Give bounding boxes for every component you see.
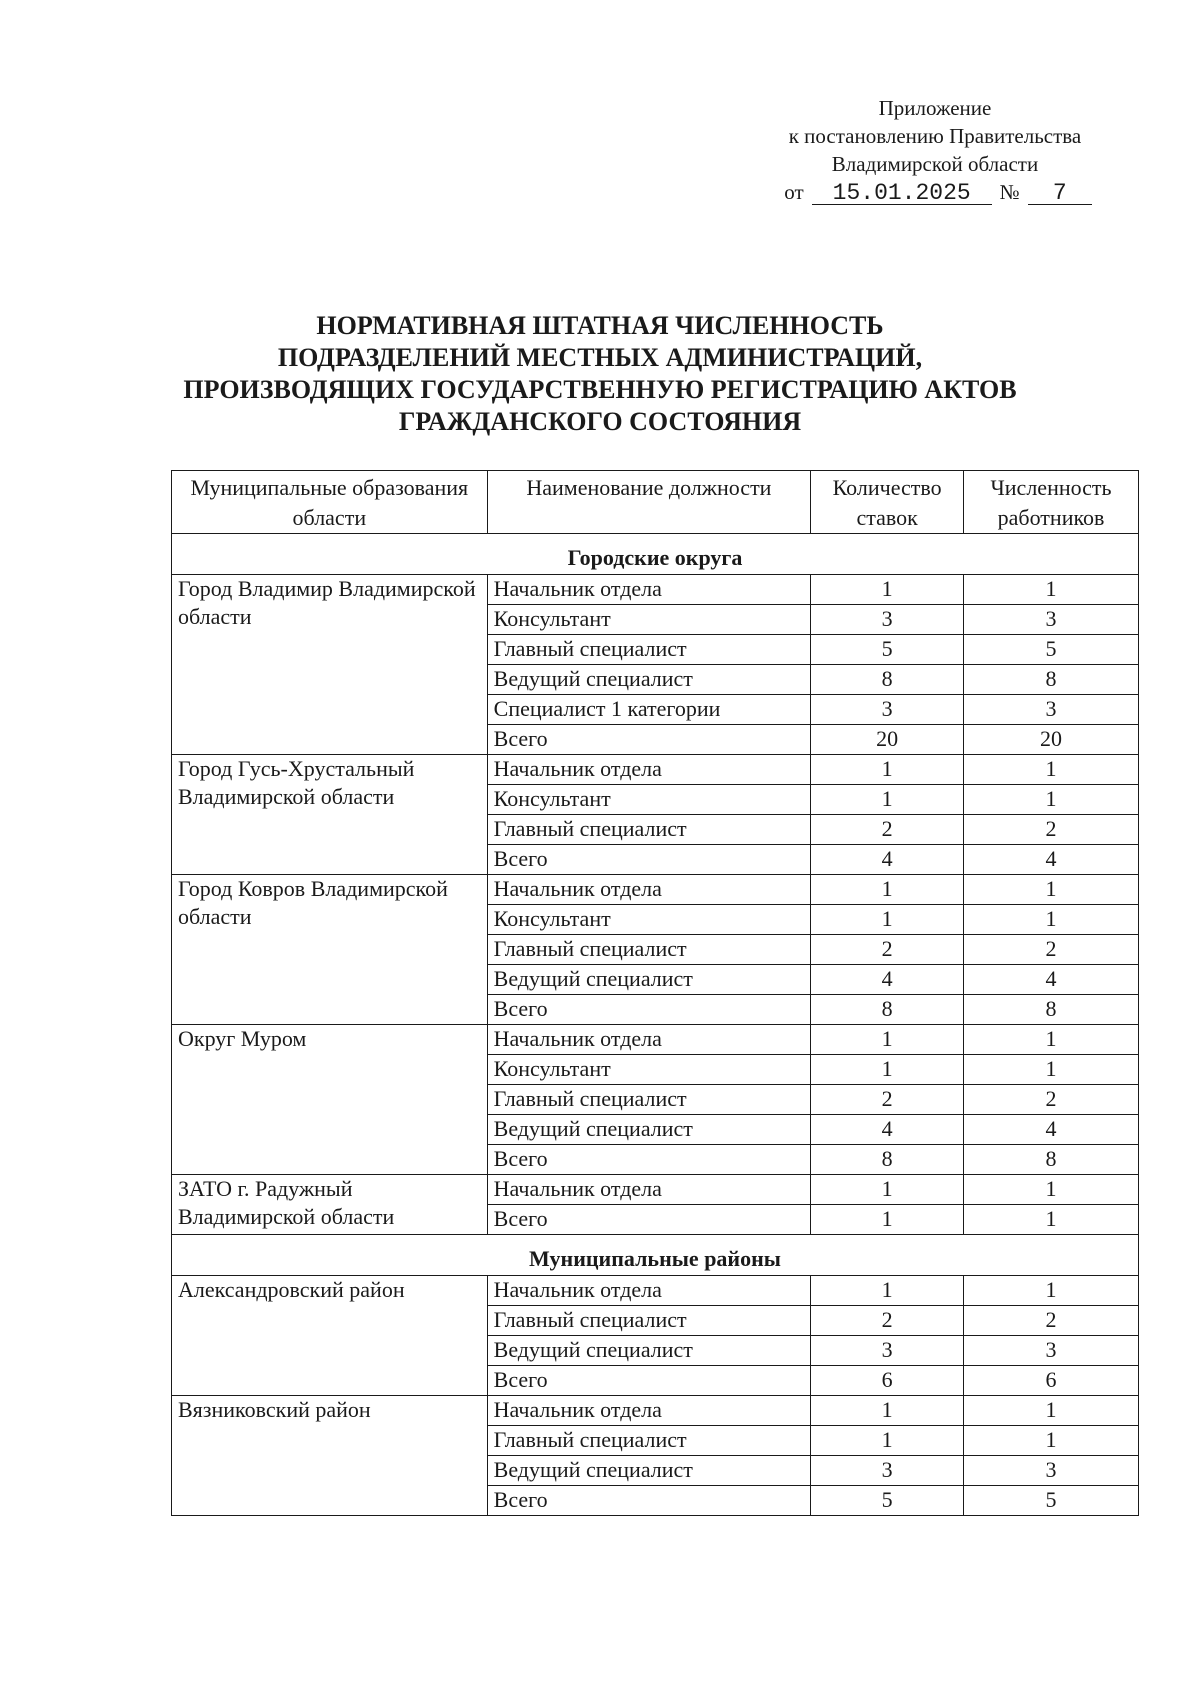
municipality-cell: Город Гусь-Хрустальный Владимирской области (172, 755, 488, 875)
employees-cell: 1 (964, 1175, 1139, 1205)
rates-cell: 8 (811, 665, 964, 695)
position-cell: Начальник отдела (487, 755, 811, 785)
table-row (172, 755, 1139, 785)
employees-cell: 6 (964, 1366, 1139, 1396)
position-cell: Всего (487, 725, 811, 755)
rates-cell: 1 (811, 1055, 964, 1085)
rates-cell: 2 (811, 1085, 964, 1115)
employees-cell: 1 (964, 755, 1139, 785)
rates-cell: 2 (811, 815, 964, 845)
section-row (172, 1235, 1139, 1276)
employees-cell: 2 (964, 1306, 1139, 1336)
rates-cell: 3 (811, 695, 964, 725)
rates-cell: 1 (811, 1426, 964, 1456)
employees-cell: 1 (964, 1055, 1139, 1085)
employees-cell: 1 (964, 905, 1139, 935)
position-cell: Всего (487, 1486, 811, 1516)
rates-cell: 5 (811, 1486, 964, 1516)
title-line: ПОДРАЗДЕЛЕНИЙ МЕСТНЫХ АДМИНИСТРАЦИЙ, (277, 343, 923, 372)
employees-cell: 5 (964, 635, 1139, 665)
column-header: Количество ставок (811, 471, 964, 534)
position-cell: Начальник отдела (487, 875, 811, 905)
rates-cell: 1 (811, 785, 964, 815)
rates-cell: 1 (811, 1025, 964, 1055)
employees-cell: 4 (964, 965, 1139, 995)
table-row (172, 1025, 1139, 1055)
table-row (172, 1396, 1139, 1426)
employees-cell: 1 (964, 875, 1139, 905)
municipality-cell: Город Ковров Владимирской области (172, 875, 488, 1025)
employees-cell: 4 (964, 845, 1139, 875)
table-row (172, 875, 1139, 905)
position-cell: Начальник отдела (487, 1276, 811, 1306)
title-line: НОРМАТИВНАЯ ШТАТНАЯ ЧИСЛЕННОСТЬ (316, 311, 884, 340)
rates-cell: 8 (811, 995, 964, 1025)
date-number-line (776, 178, 1100, 206)
position-cell: Всего (487, 845, 811, 875)
rates-cell: 1 (811, 1276, 964, 1306)
employees-cell: 20 (964, 725, 1139, 755)
rates-cell: 1 (811, 905, 964, 935)
column-header: Численность работников (964, 471, 1139, 534)
municipality-cell: Александровский район (172, 1276, 488, 1396)
position-cell: Специалист 1 категории (487, 695, 811, 725)
position-cell: Всего (487, 995, 811, 1025)
appendix-header (770, 94, 1100, 206)
employees-cell: 1 (964, 1276, 1139, 1306)
date-prefix: от (784, 180, 804, 204)
employees-cell: 4 (964, 1115, 1139, 1145)
position-cell: Главный специалист (487, 935, 811, 965)
rates-cell: 3 (811, 605, 964, 635)
rates-cell: 1 (811, 1396, 964, 1426)
municipality-cell: Округ Муром (172, 1025, 488, 1175)
rates-cell: 1 (811, 875, 964, 905)
employees-cell: 3 (964, 605, 1139, 635)
employees-cell: 8 (964, 1145, 1139, 1175)
position-cell: Начальник отдела (487, 1175, 811, 1205)
rates-cell: 20 (811, 725, 964, 755)
municipality-cell: ЗАТО г. Радужный Владимирской области (172, 1175, 488, 1235)
rates-cell: 3 (811, 1456, 964, 1486)
employees-cell: 3 (964, 695, 1139, 725)
employees-cell: 1 (964, 1396, 1139, 1426)
rates-cell: 8 (811, 1145, 964, 1175)
position-cell: Всего (487, 1145, 811, 1175)
employees-cell: 3 (964, 1456, 1139, 1486)
rates-cell: 3 (811, 1336, 964, 1366)
appendix-label: Приложение (878, 96, 992, 120)
position-cell: Ведущий специалист (487, 1456, 811, 1486)
position-cell: Консультант (487, 905, 811, 935)
position-cell: Главный специалист (487, 815, 811, 845)
resolution-reference: к постановлению Правительства (788, 124, 1082, 148)
table-header-row (172, 471, 1139, 534)
position-cell: Главный специалист (487, 1085, 811, 1115)
rates-cell: 4 (811, 965, 964, 995)
rates-cell: 2 (811, 1306, 964, 1336)
table-row (172, 1276, 1139, 1306)
position-cell: Ведущий специалист (487, 1336, 811, 1366)
section-title: Городские округа (172, 534, 1139, 575)
rates-cell: 4 (811, 1115, 964, 1145)
rates-cell: 1 (811, 575, 964, 605)
rates-cell: 4 (811, 845, 964, 875)
section-row (172, 534, 1139, 575)
column-header: Наименование должности (487, 471, 811, 534)
employees-cell: 1 (964, 1205, 1139, 1235)
position-cell: Начальник отдела (487, 1025, 811, 1055)
table-row (172, 1175, 1139, 1205)
title-line: ГРАЖДАНСКОГО СОСТОЯНИЯ (398, 407, 802, 436)
title-line: ПРОИЗВОДЯЩИХ ГОСУДАРСТВЕННУЮ РЕГИСТРАЦИЮ АКТОВ (183, 375, 1017, 404)
position-cell: Всего (487, 1205, 811, 1235)
table-row (172, 575, 1139, 605)
position-cell: Ведущий специалист (487, 665, 811, 695)
rates-cell: 6 (811, 1366, 964, 1396)
position-cell: Главный специалист (487, 1426, 811, 1456)
employees-cell: 2 (964, 935, 1139, 965)
rates-cell: 1 (811, 1205, 964, 1235)
position-cell: Ведущий специалист (487, 1115, 811, 1145)
employees-cell: 2 (964, 1085, 1139, 1115)
employees-cell: 8 (964, 995, 1139, 1025)
rates-cell: 1 (811, 1175, 964, 1205)
employees-cell: 1 (964, 1426, 1139, 1456)
rates-cell: 5 (811, 635, 964, 665)
region-name: Владимирской области (831, 152, 1039, 176)
table-body (172, 534, 1139, 1516)
employees-cell: 2 (964, 815, 1139, 845)
staffing-table (171, 470, 1139, 1516)
employees-cell: 5 (964, 1486, 1139, 1516)
position-cell: Начальник отдела (487, 575, 811, 605)
employees-cell: 8 (964, 665, 1139, 695)
resolution-date: 15.01.2025 (812, 182, 992, 205)
position-cell: Всего (487, 1366, 811, 1396)
municipality-cell: Вязниковский район (172, 1396, 488, 1516)
rates-cell: 1 (811, 755, 964, 785)
employees-cell: 1 (964, 1025, 1139, 1055)
position-cell: Главный специалист (487, 635, 811, 665)
number-prefix: № (999, 180, 1020, 204)
rates-cell: 2 (811, 935, 964, 965)
position-cell: Консультант (487, 605, 811, 635)
employees-cell: 3 (964, 1336, 1139, 1366)
position-cell: Ведущий специалист (487, 965, 811, 995)
employees-cell: 1 (964, 785, 1139, 815)
resolution-number: 7 (1028, 182, 1092, 205)
section-title: Муниципальные районы (172, 1235, 1139, 1276)
position-cell: Консультант (487, 785, 811, 815)
position-cell: Главный специалист (487, 1306, 811, 1336)
column-header: Муниципальные образования области (172, 471, 488, 534)
document-title (160, 310, 1040, 438)
employees-cell: 1 (964, 575, 1139, 605)
municipality-cell: Город Владимир Владимирской области (172, 575, 488, 755)
position-cell: Начальник отдела (487, 1396, 811, 1426)
position-cell: Консультант (487, 1055, 811, 1085)
